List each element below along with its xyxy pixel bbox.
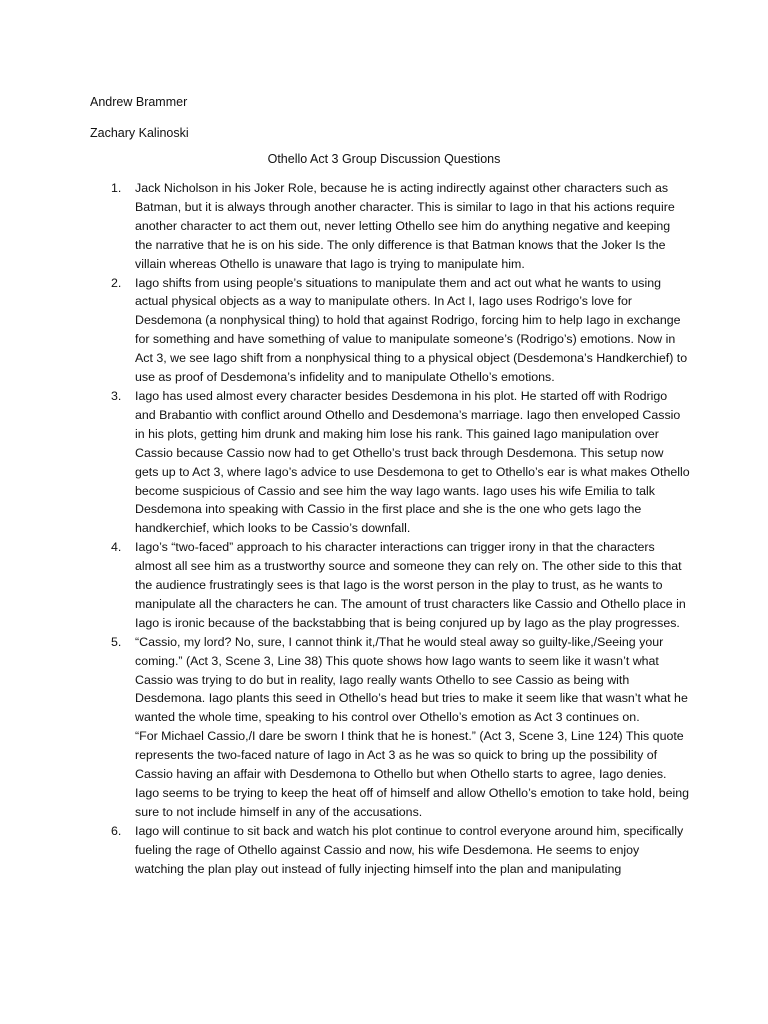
answer-list xyxy=(90,179,690,879)
answer-number: 6. xyxy=(111,823,122,838)
answer-item-2 xyxy=(90,274,690,387)
author-name-2: Zachary Kalinoski xyxy=(90,126,189,140)
answer-paragraph: Iago shifts from using people’s situations to manipulate them and act out what he wants to using actual physical objects as a way to manipulate others. In Act I, Iago uses Rodrigo’s love for Desdemona (a nonphysical thing) to hold that against Rodrigo, forcing him to help Iago in exchange for something and have something of value to manipulate someone’s (Rodrigo’s) emotions. Now in Act 3, we see Iago shift from a nonphysical thing to a physical object (Desdemona’s Handkerchief) to use as proof of Desdemona’s infidelity and to manipulate Othello’s emotions. xyxy=(135,275,688,385)
answer-item-3 xyxy=(90,387,690,538)
answer-paragraph: “Cassio, my lord? No, sure, I cannot think it,/That he would steal away so guilty-like,/Seeing your coming.” (Act 3, Scene 3, Line 38) This quote shows how Iago wants to seem like it wasn’t what Cassio was trying to do but in reality, Iago really wants Othello to see Cassio as being with Desdemona. Iago plants this seed in Othello’s head but tries to make it seem like that wasn’t what he wanted the whole time, speaking to his control over Othello’s emotion as Act 3 continues on. xyxy=(135,634,688,725)
answer-paragraph: “For Michael Cassio,/I dare be sworn I think that he is honest.” (Act 3, Scene 3, Line 124) This quote represents the two-faced nature of Iago in Act 3 as he was so quick to bring up the possibility of Cassio having an affair with Desdemona to Othello but when Othello starts to agree, Iago denies. Iago seems to be trying to keep the heat off of himself and allow Othello’s emotion to take hold, being sure to not include himself in any of the accusations. xyxy=(135,729,690,819)
answer-number: 3. xyxy=(111,388,122,403)
answer-number: 4. xyxy=(111,540,122,555)
author-name-1: Andrew Brammer xyxy=(90,95,188,109)
answer-item-5 xyxy=(90,633,690,822)
answer-paragraph: Iago will continue to sit back and watch his plot continue to control everyone around him, specifically fueling the rage of Othello against Cassio and now, his wife Desdemona. He seems to enjoy watching the plan play out instead of fully injecting himself into the plan and manipulating xyxy=(135,823,684,876)
document-title: Othello Act 3 Group Discussion Questions xyxy=(267,152,501,166)
answer-item-4 xyxy=(90,538,690,633)
answer-item-1 xyxy=(90,179,690,274)
answer-item-6 xyxy=(90,822,690,879)
answer-paragraph: Iago has used almost every character besides Desdemona in his plot. He started off with Rodrigo and Brabantio with conflict around Othello and Desdemona’s marriage. Iago then enveloped Cassio in his plots, getting him drunk and making him lose his rank. This gained Iago manipulation over Cassio because Cassio now had to get Othello’s trust back through Desdemona. This setup now gets up to Act 3, where Iago’s advice to use Desdemona to get to Othello’s ear is what makes Othello become suspicious of Cassio and see him the way Iago wants. Iago uses his wife Emilia to talk Desdemona into speaking with Cassio in the first place and she is the one who gets Iago the handkerchief, which looks to be Cassio’s downfall. xyxy=(135,388,690,536)
answer-paragraph: Iago’s “two-faced” approach to his character interactions can trigger irony in that the characters almost all see him as a trustworthy source and someone they can rely on. The other side to this that the audience frustratingly sees is that Iago is the worst person in the play to trust, as he wants to manipulate all the characters he can. The amount of trust characters like Cassio and Othello place in Iago is ironic because of the backstabbing that is being conjured up by Iago as the play progresses. xyxy=(135,540,686,630)
answer-number: 5. xyxy=(111,634,122,649)
answer-number: 1. xyxy=(111,181,122,195)
answer-number: 2. xyxy=(111,275,122,290)
answer-paragraph: Jack Nicholson in his Joker Role, because he is acting indirectly against other characters such as Batman, but it is always through another character. This is similar to Iago in that his actions require another character to act them out, never letting Othello see him do anything negative and keeping the narrative that he is on his side. The only difference is that Batman knows that the Joker Is the villain whereas Othello is unaware that Iago is trying to manipulate him. xyxy=(135,181,675,271)
